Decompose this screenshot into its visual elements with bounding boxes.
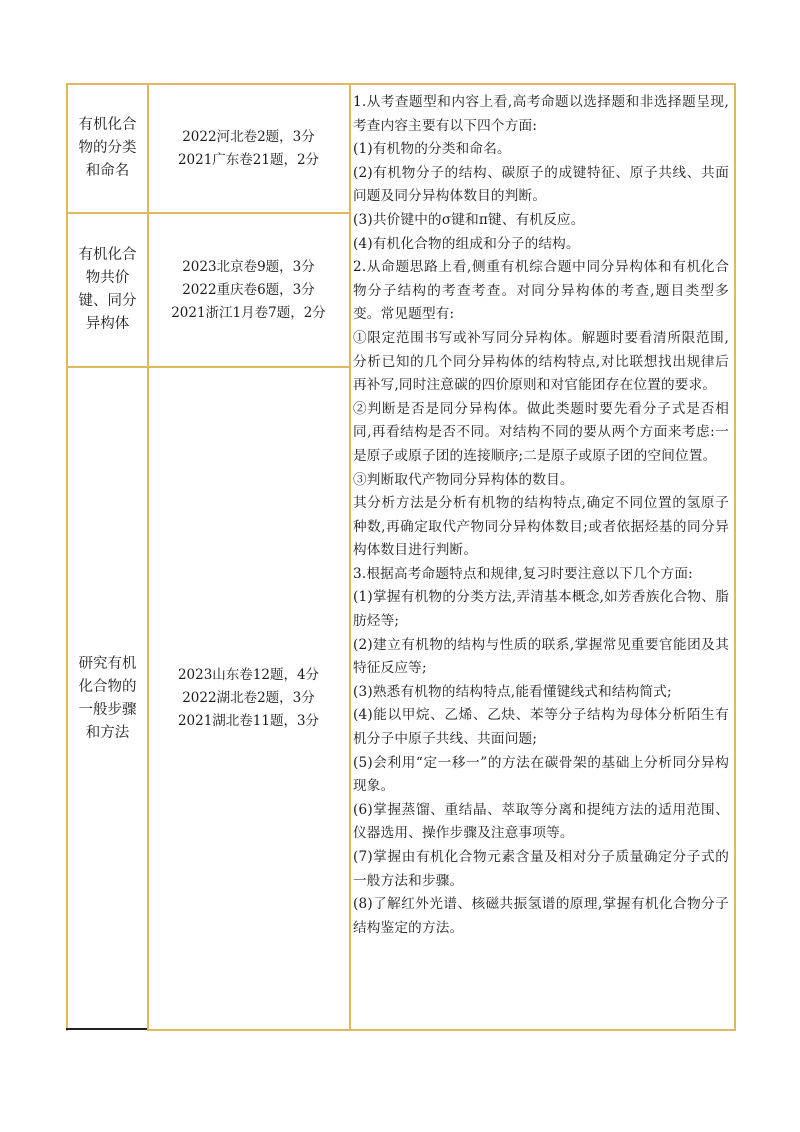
table-divider-col1 [147,83,149,1031]
topic-cell [68,85,147,212]
exam-ref: 2023北京卷9题，3分 [182,258,315,275]
analysis-paragraph: (5)会利用“定一移一”的方法在碳骨架的基础上分析同分异构现象。 [353,754,729,795]
topic-cell [68,214,147,366]
exam-ref: 2021广东卷21题，2分 [177,151,320,168]
exam-analysis-table [66,83,736,1031]
exam-ref: 2021湖北卷11题，3分 [177,713,320,729]
analysis-paragraph: (3)熟悉有机物的结构特点,能看懂键线式和结构简式; [353,683,672,700]
exam-ref-cell [150,368,347,1029]
table-divider-col2 [349,83,351,1031]
analysis-cell [353,91,729,940]
exam-ref: 2022河北卷2题，3分 [182,128,315,145]
topic-text: 有机化合物共价键、同分异构体 [78,247,137,332]
analysis-paragraph: (6)掌握蒸馏、重结晶、萃取等分离和提纯方法的适用范围、仪器选用、操作步骤及注意事项等。 [353,801,729,842]
analysis-paragraph: (8)了解红外光谱、核磁共振氢谱的原理,掌握有机化合物分子结构鉴定的方法。 [353,896,729,936]
analysis-paragraph: 1.从考查题型和内容上看,高考命题以选择题和非选择题呈现,考查内容主要有以下四个方面: [353,94,729,134]
analysis-paragraph: (4)有机化合物的组成和分子的结构。 [353,235,580,252]
analysis-paragraph: ③判断取代产物同分异构体的数目。 [353,471,574,488]
analysis-paragraph: ②判断是否是同分异构体。做此类题时要先看分子式是否相同,再看结构是否不同。对结构不同的要从两个方面来考虑:一是原子或原子团的连接顺序;二是原子或原子团的空间位置。 [353,400,729,464]
exam-ref: 2022湖北卷2题，3分 [182,690,315,706]
exam-ref: 2021浙江1月卷7题，2分 [171,304,326,321]
analysis-paragraph: ①限定范围书写或补写同分异构体。解题时要看清所限范围,分析已知的几个同分异构体的结构特点,对比联想找出规律后再补写,同时注意碳的四价原则和对官能团存在位置的要求。 [353,329,729,394]
exam-ref-cell [150,85,347,212]
exam-ref-cell [150,214,347,366]
table-border-right [734,83,736,1031]
topic-text: 研究有机化合物的一般步骤和方法 [78,655,137,741]
table-border-bottom [147,1029,736,1031]
analysis-paragraph: (7)掌握由有机化合物元素含量及相对分子质量确定分子式的一般方法和步骤。 [353,849,729,889]
topic-text: 有机化合物的分类和命名 [78,117,137,179]
exam-ref: 2022重庆卷6题，3分 [182,281,315,298]
analysis-paragraph: (2)有机物分子的结构、碳原子的成键特征、原子共线、共面问题及同分异构体数目的判断。 [353,164,729,205]
analysis-paragraph: 3.根据高考命题特点和规律,复习时要注意以下几个方面: [353,565,693,582]
analysis-paragraph: 其分析方法是分析有机物的结构特点,确定不同位置的氢原子种数,再确定取代产物同分异构体数目;或者依据烃基的同分异构体数目进行判断。 [353,495,729,559]
exam-ref: 2023山东卷12题，4分 [177,667,320,683]
analysis-paragraph: (3)共价键中的σ键和π键、有机反应。 [353,211,585,228]
topic-cell [68,368,147,1029]
analysis-paragraph: (1)掌握有机物的分类方法,弄清基本概念,如芳香族化合物、脂肪烃等; [353,589,729,630]
analysis-paragraph: (2)建立有机物的结构与性质的联系,掌握常见重要官能团及其特征反应等; [353,636,729,677]
analysis-paragraph: (1)有机物的分类和命名。 [353,141,511,158]
analysis-paragraph: 2.从命题思路上看,侧重有机综合题中同分异构体和有机化合物分子结构的考查考查。对同分异构体的考查,题目类型多变。常见题型有: [353,259,729,323]
analysis-paragraph: (4)能以甲烷、乙烯、乙炔、苯等分子结构为母体分析陌生有机分子中原子共线、共面问题; [353,707,729,748]
